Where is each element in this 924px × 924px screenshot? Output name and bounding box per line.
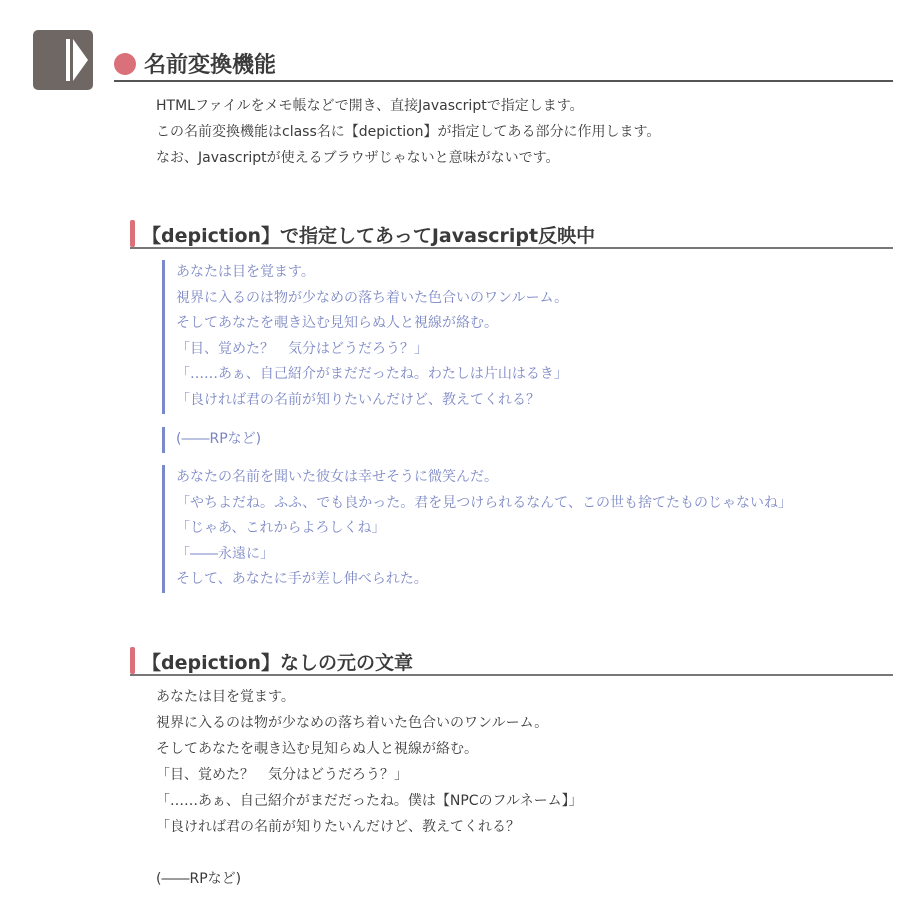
quote-line: (――RPなど) [176,431,262,447]
text-line: あなたは目を覚ます。 [156,689,295,705]
quote-line: あなたの名前を聞いた彼女は幸せそうに微笑んだ。 [176,469,498,485]
section2-title: 【depiction】なしの元の文章 [142,652,414,674]
section1-quote-block-1 [162,260,568,414]
quote-line: あなたは目を覚ます。 [176,264,315,280]
quote-line: 「――永遠に」 [176,545,274,562]
text-line: そしてあなたを覗き込む見知らぬ人と視線が絡む。 [156,741,478,757]
text-line: 「目、覚めた？ 気分はどうだろう？」 [156,767,408,783]
text-line: 視界に入るのは物が少なめの落ち着いた色合いのワンルーム。 [156,715,549,731]
quote-line: 視界に入るのは物が少なめの落ち着いた色合いのワンルーム。 [176,289,569,306]
section-corner-badge [33,30,93,90]
chevron-right-icon [33,30,93,90]
pink-dot-icon [114,53,136,75]
quote-line: 「……あぁ、自己紹介がまだだったね。わたしは片山はるき」 [176,366,568,383]
section2-text [156,684,583,892]
main-heading-title: 名前変換機能 [144,53,277,78]
intro-text [156,93,660,171]
text-line: (――RPなど) [156,871,242,887]
quote-line: そして、あなたに手が差し伸べられた。 [176,571,428,588]
quote-line: 「やちよだね。ふふ、でも良かった。君を見つけられるなんて、この世も捨てたものじゃないね」 [176,494,792,511]
main-heading [114,46,893,82]
quote-line: 「目、覚めた？ 気分はどうだろう？」 [176,340,428,357]
heading-accent-bar [130,220,135,247]
section1-heading [130,220,893,249]
quote-line: そしてあなたを覗き込む見知らぬ人と視線が絡む。 [176,315,498,332]
intro-line: この名前変換機能はclass名に【depiction】が指定してある部分に作用します。 [156,124,661,140]
section1-quote-block-2 [162,427,261,453]
blank-line [156,840,583,866]
intro-line: HTMLファイルをメモ帳などで開き、直接Javascriptで指定します。 [156,98,584,114]
quote-line: 「じゃあ、これからよろしくね」 [176,520,386,537]
section1-quote-block-3 [162,465,792,593]
heading-accent-bar [130,647,135,674]
section1-title: 【depiction】で指定してあってJavascript反映中 [142,225,596,247]
section2-heading [130,647,893,676]
quote-line: 「良ければ君の名前が知りたいんだけど、教えてくれる？ [176,391,540,408]
text-line: 「……あぁ、自己紹介がまだだったね。僕は【NPCのフルネーム】」 [156,793,583,809]
text-line: 「良ければ君の名前が知りたいんだけど、教えてくれる？ [156,819,520,835]
intro-line: なお、Javascriptが使えるブラウザじゃないと意味がないです。 [156,150,560,166]
